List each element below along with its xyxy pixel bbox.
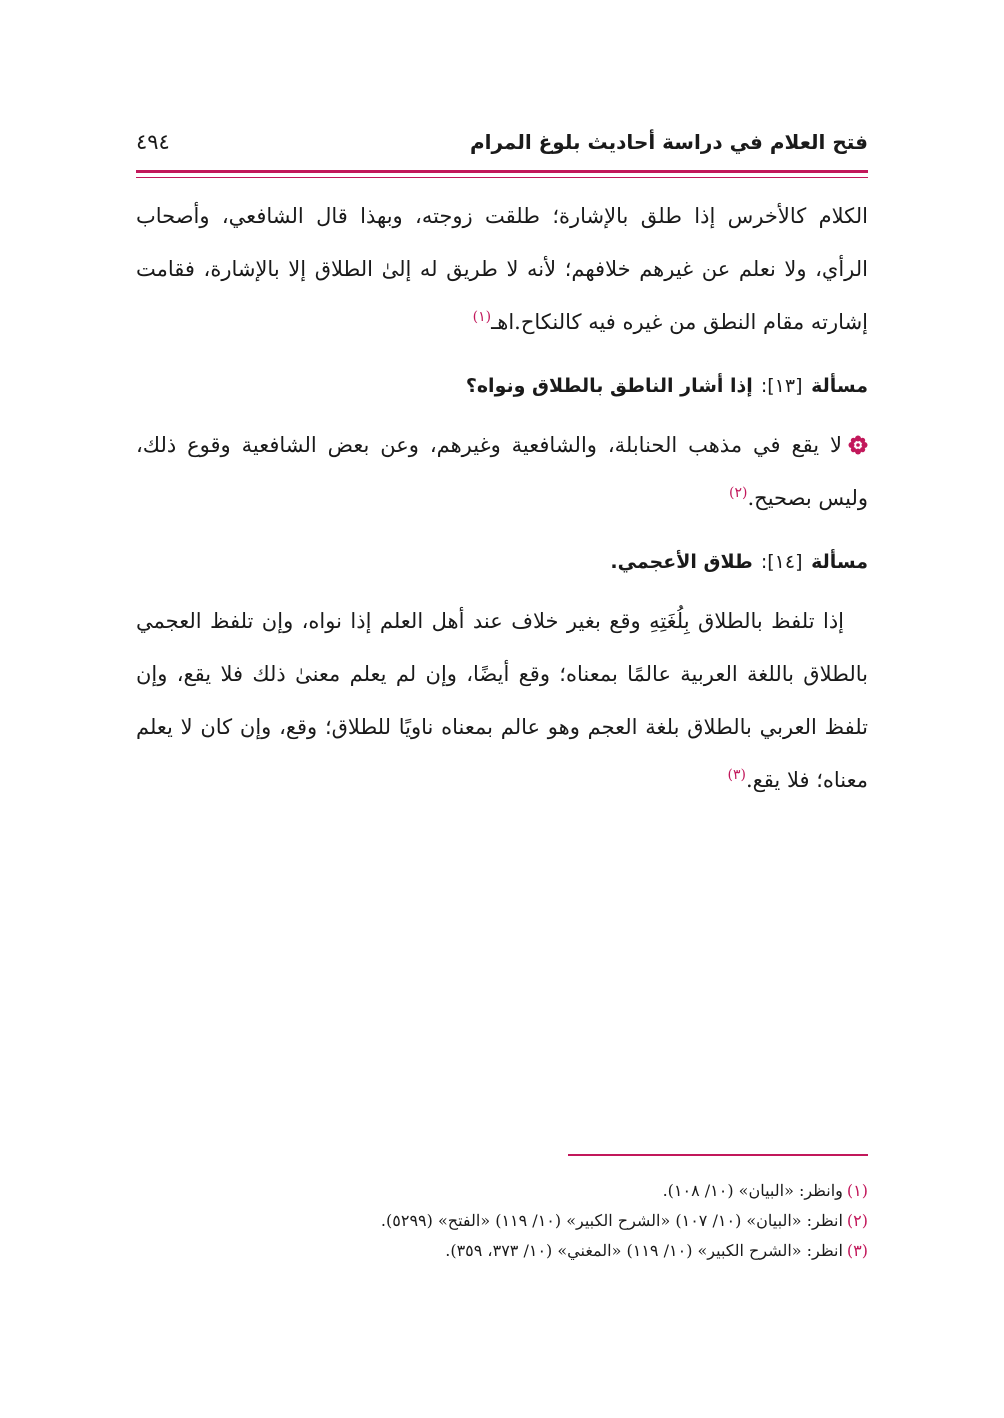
paragraph-2 [136, 419, 868, 525]
footnote-ref-3[interactable]: (٣) [727, 767, 746, 783]
footnote-separator [568, 1154, 868, 1156]
flower-icon [848, 435, 868, 455]
heading-13-number: [١٣]: [760, 375, 803, 397]
paragraph-3-text: إذا تلفظ بالطلاق بِلُغَتِهِ وقع بغير خلاف عند أهل العلم إذا نواه، وإن تلفظ العجمي بالطلاق باللغة العربية عالمًا بمعناه؛ وقع أيضًا، وإن لم يعلم معنىٰ ذلك فلا يقع، وإن تلفظ العربي بالطلاق بلغة العجم وهو عالم بمعناه ناويًا للطلاق؛ وقع، وإن كان لا يعلم معناه؛ فلا يقع. [136, 609, 868, 792]
footnote-1-number: (١) [846, 1181, 868, 1200]
heading-14-text: طلاق الأعجمي. [610, 551, 753, 573]
page-number: ٤٩٤ [136, 130, 170, 154]
paragraph-1-text: الكلام كالأخرس إذا طلق بالإشارة؛ طلقت زوجته، وبهذا قال الشافعي، وأصحاب الرأي، ولا نعلم عن غيرهم خلافهم؛ لأنه لا طريق له إلىٰ الطلاق إلا بالإشارة، فقامت إشارته مقام النطق من غيره فيه كالنكاح.اهـ [136, 204, 868, 334]
footnote-2 [136, 1206, 868, 1236]
paragraph-1 [136, 190, 868, 349]
header-rule-thick [136, 170, 868, 173]
footnote-3-text: انظر: «الشرح الكبير» (١٠/ ١١٩) «المغني» (١٠/ ٣٧٣، ٣٥٩). [445, 1241, 843, 1260]
heading-14-number: [١٤]: [760, 551, 803, 573]
paragraph-2-text: لا يقع في مذهب الحنابلة، والشافعية وغيرهم، وعن بعض الشافعية وقوع ذلك، وليس بصحيح. [136, 433, 868, 510]
heading-masala-13 [136, 373, 868, 399]
footnote-2-number: (٢) [846, 1211, 868, 1230]
footnote-2-text: انظر: «البيان» (١٠/ ١٠٧) «الشرح الكبير» (١٠/ ١١٩) «الفتح» (٥٢٩٩). [380, 1211, 843, 1230]
header-rule-thin [136, 177, 868, 178]
paragraph-3 [136, 595, 868, 807]
footnote-ref-2[interactable]: (٢) [729, 485, 748, 501]
footnote-1 [136, 1176, 868, 1206]
heading-masala-14 [136, 549, 868, 575]
footnote-3-number: (٣) [846, 1241, 868, 1260]
heading-14-label: مسألة [811, 551, 868, 573]
footnote-3 [136, 1236, 868, 1266]
book-title: فتح العلام في دراسة أحاديث بلوغ المرام [469, 130, 868, 154]
heading-13-text: إذا أشار الناطق بالطلاق ونواه؟ [465, 375, 753, 397]
book-page [136, 0, 868, 1418]
main-text [136, 190, 868, 807]
heading-13-label: مسألة [811, 375, 868, 397]
footnotes [136, 1176, 868, 1266]
footnote-1-text: وانظر: «البيان» (١٠/ ١٠٨). [662, 1181, 843, 1200]
footnote-ref-1[interactable]: (١) [472, 309, 492, 325]
running-header [136, 128, 868, 168]
